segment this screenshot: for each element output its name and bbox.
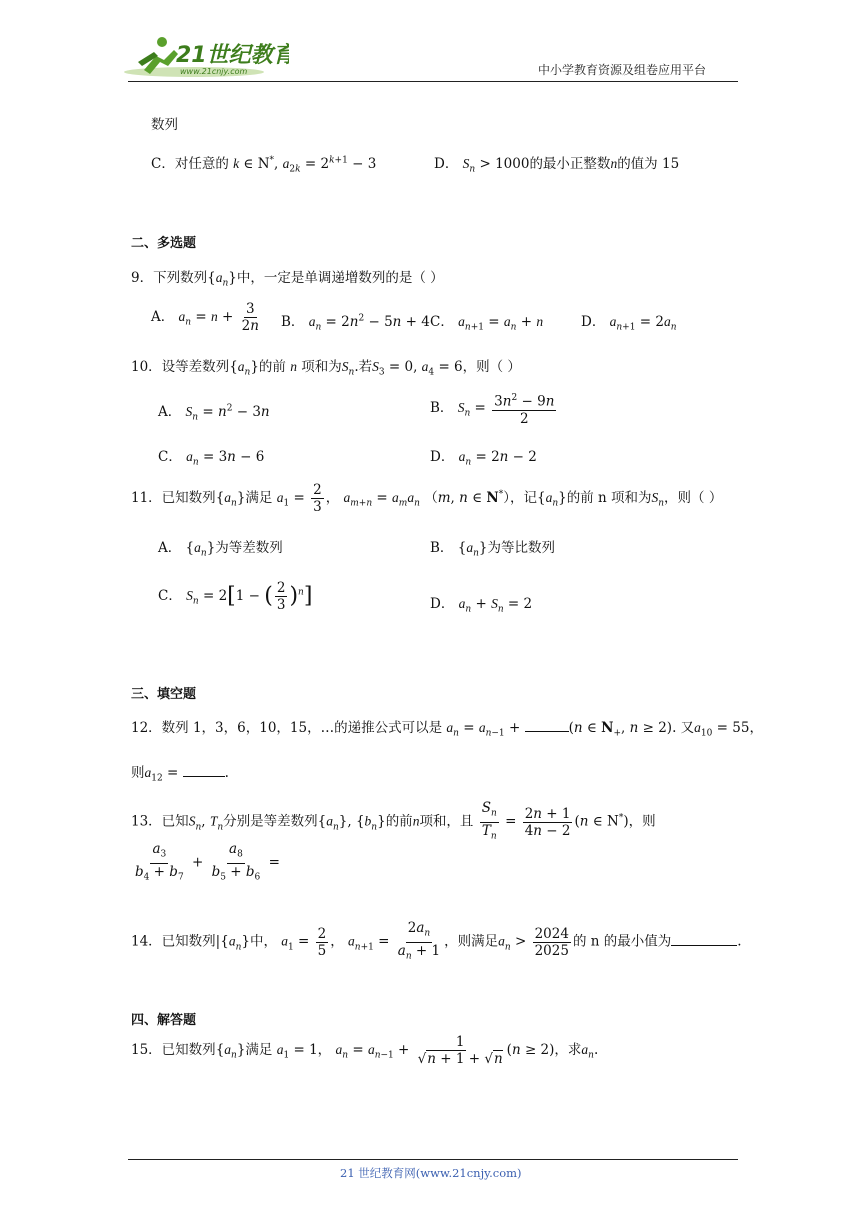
q15-tail: ，求 (554, 1042, 582, 1058)
q11-num: 11．已知数列 (131, 490, 216, 506)
logo-url: www.21cnjy.com (180, 67, 248, 76)
question-10: 10．设等差数列$\{a_n\}$的前 n 项和为$S_n$.若$S_3 = 0$, $a_4 = 6$，则（ ） (131, 359, 521, 378)
q10-num: 10．设等差数列 (131, 359, 230, 375)
q10-tail: ，则（ ） (462, 359, 521, 375)
section-heading-multiple-choice: 二、多选题 (131, 236, 197, 251)
q10-d-label: D． (430, 449, 455, 465)
q13-mid2: 的前 (385, 813, 413, 830)
q14-mid3: 的 n 的最小值为 (572, 933, 672, 950)
q11-b-label: B． (430, 540, 454, 556)
q14-blank[interactable] (671, 945, 737, 946)
q8-d-n: n (610, 156, 618, 171)
q9-b-label: B． (281, 314, 305, 330)
q11-d-label: D． (430, 596, 455, 612)
question-14: 14．已知数列$|\{a_n\}$中， $a_1$ = $\frac{2}{5}$ ， $a_{n+1}$ = $\frac{2a_n}{a_n + 1}$ ，则满足$a_n$ > $\frac{2024}{2025}$ 的 n 的最小值为 . (131, 920, 742, 962)
q14-mid: 中， (249, 933, 277, 950)
q10-option-b: B． $S_n$ = $\frac{3n^2 - 9n}{2}$ (430, 390, 558, 427)
q10-b-label: B． (430, 399, 454, 416)
q11-option-d: D． $a_n + S_n = 2$ (430, 596, 533, 615)
header-divider (128, 81, 738, 82)
q13-tail: ，则 (628, 813, 656, 830)
q9-option-d: D． $a_{n+1} = 2a_n$ (581, 314, 677, 333)
q12-line2: 则 (131, 765, 145, 781)
q8-option-d: D． $S_n > 1000$的最小正整数n的值为 15 (434, 156, 680, 175)
q9-option-c: C． $a_{n+1} = a_n + n$ (430, 314, 544, 333)
q13-mid3: 项和，且 (419, 813, 474, 830)
q9-option-a: A． $a_n = n$ + $\frac{3}{2n}$ (151, 301, 259, 334)
q10-option-d: D． $a_n = 2n - 2$ (430, 449, 537, 468)
q11-mid4: 的前 n 项和为 (566, 490, 652, 506)
footer-divider (128, 1159, 738, 1160)
q8-c-label: C．对任意的 (151, 156, 229, 172)
question-11: 11．已知数列$\{a_n\}$满足 $a_1$ = $\frac{2}{3}$ ， $a_{m+n} = a_ma_n$ （m, n ∈ N*），记$\{a_n\}$的前 n 项和为$S_n$，则（ ） (131, 482, 723, 515)
q10-cond: .若 (354, 359, 373, 375)
q11-c-label: C． (158, 588, 182, 604)
q15-mid: 满足 (245, 1042, 273, 1058)
q9-num: 9．下列数列 (131, 270, 208, 286)
q11-option-b: B． $\{a_n\}$为等比数列 (430, 540, 555, 559)
q8-option-c: C．对任意的 k ∈ N*, $a_{2k} = 2^{k+1} - 3$ (151, 155, 377, 175)
logo-text: 21世纪教育 (176, 43, 289, 68)
q11-a-text: 为等差数列 (215, 540, 283, 556)
q9-a-label: A． (151, 309, 175, 325)
q8-d-text: 的最小正整数 (529, 156, 611, 172)
section-heading-solutions: 四、解答题 (131, 1013, 197, 1028)
q11-option-a: A． $\{a_n\}$为等差数列 (158, 540, 283, 559)
q10-option-c: C． $a_n = 3n - 6$ (158, 449, 265, 468)
q9-option-b: B． $a_n = 2n^2 - 5n + 4$ (281, 313, 430, 333)
q8-d-tail: 的值为 15 (617, 156, 680, 172)
q10-c-label: C． (158, 449, 182, 465)
q14-mid2: ，则满足 (444, 933, 499, 950)
question-13-expression: $\frac{a_3}{b_4 + b_7}$ + $\frac{a_8}{b_5 + b_6}$ = (135, 841, 280, 883)
continuation-tail: 数列 (151, 117, 178, 133)
q9-c-label: C． (430, 314, 454, 330)
q10-a-label: A． (158, 404, 182, 420)
q11-mid3: ），记 (503, 490, 537, 506)
q10-mid: 的前 (258, 359, 286, 375)
question-12: 12．数列 1，3，6，10，15，…的递推公式可以是 $a_n = a_{n-1} + (n$ ∈ $N_+$, n ≥ 2). 又$a_{10} = 55$， (131, 720, 763, 739)
q13-mid: 分别是等差数列 (223, 813, 318, 830)
q14-tail: . (737, 933, 742, 950)
q12-blank-2[interactable] (183, 776, 225, 777)
q11-b-text: 为等比数列 (487, 540, 555, 556)
q14-text: 14．已知数列| (131, 933, 221, 950)
q11-mid2: （ (424, 490, 438, 506)
q8-d-label: D． (434, 156, 459, 172)
q11-mid: 满足 (245, 490, 273, 506)
site-logo (124, 34, 289, 80)
q9-d-label: D． (581, 314, 606, 330)
header-tagline: 中小学教育资源及组卷应用平台 (538, 63, 707, 77)
q11-option-c: C． $S_n = 2[1$ − ( $\frac{2}{3}$ )$^n$] (158, 580, 313, 613)
q11-a-label: A． (158, 540, 182, 556)
q11-tail: ，则（ ） (664, 490, 723, 506)
q10-mid2: 项和为 (301, 359, 342, 375)
q12-blank-1[interactable] (525, 731, 569, 732)
q10-option-a: A． $S_n = n^2 - 3n$ (158, 403, 270, 423)
section-heading-fill-in: 三、填空题 (131, 687, 197, 702)
question-9: 9．下列数列$\{a_n\}$中，一定是单调递增数列的是（ ） (131, 270, 444, 289)
logo-icon (124, 34, 289, 80)
q12-mid: . 又 (672, 720, 695, 736)
q12-text: 12．数列 1，3，6，10，15，…的递推公式可以是 (131, 720, 443, 736)
q15-text: 15．已知数列 (131, 1042, 216, 1058)
question-13: 13．已知$S_n$, $T_n$分别是等差数列$\{a_n\}$, $\{b_n\}$的前n项和，且 $\frac{S_n}{T_n}$ = $\frac{2n + 1}{4n - 2}$ (n ∈ N*)，则 (131, 800, 656, 842)
q13-text: 13．已知 (131, 813, 189, 830)
q9-tail: 中，一定是单调递增数列的是（ ） (236, 270, 444, 286)
footer-link[interactable]: 21 世纪教育网(www.21cnjy.com) (340, 1166, 522, 1180)
question-12-line-2: 则$a_{12}$ = . (131, 765, 229, 784)
question-15: 15．已知数列$\{a_n\}$满足 $a_1 = 1$， $a_n = a_{n-1}$ + $\frac{1}{√n + 1 + √n}$ (n ≥ 2)，求$a_n$. (131, 1034, 599, 1067)
